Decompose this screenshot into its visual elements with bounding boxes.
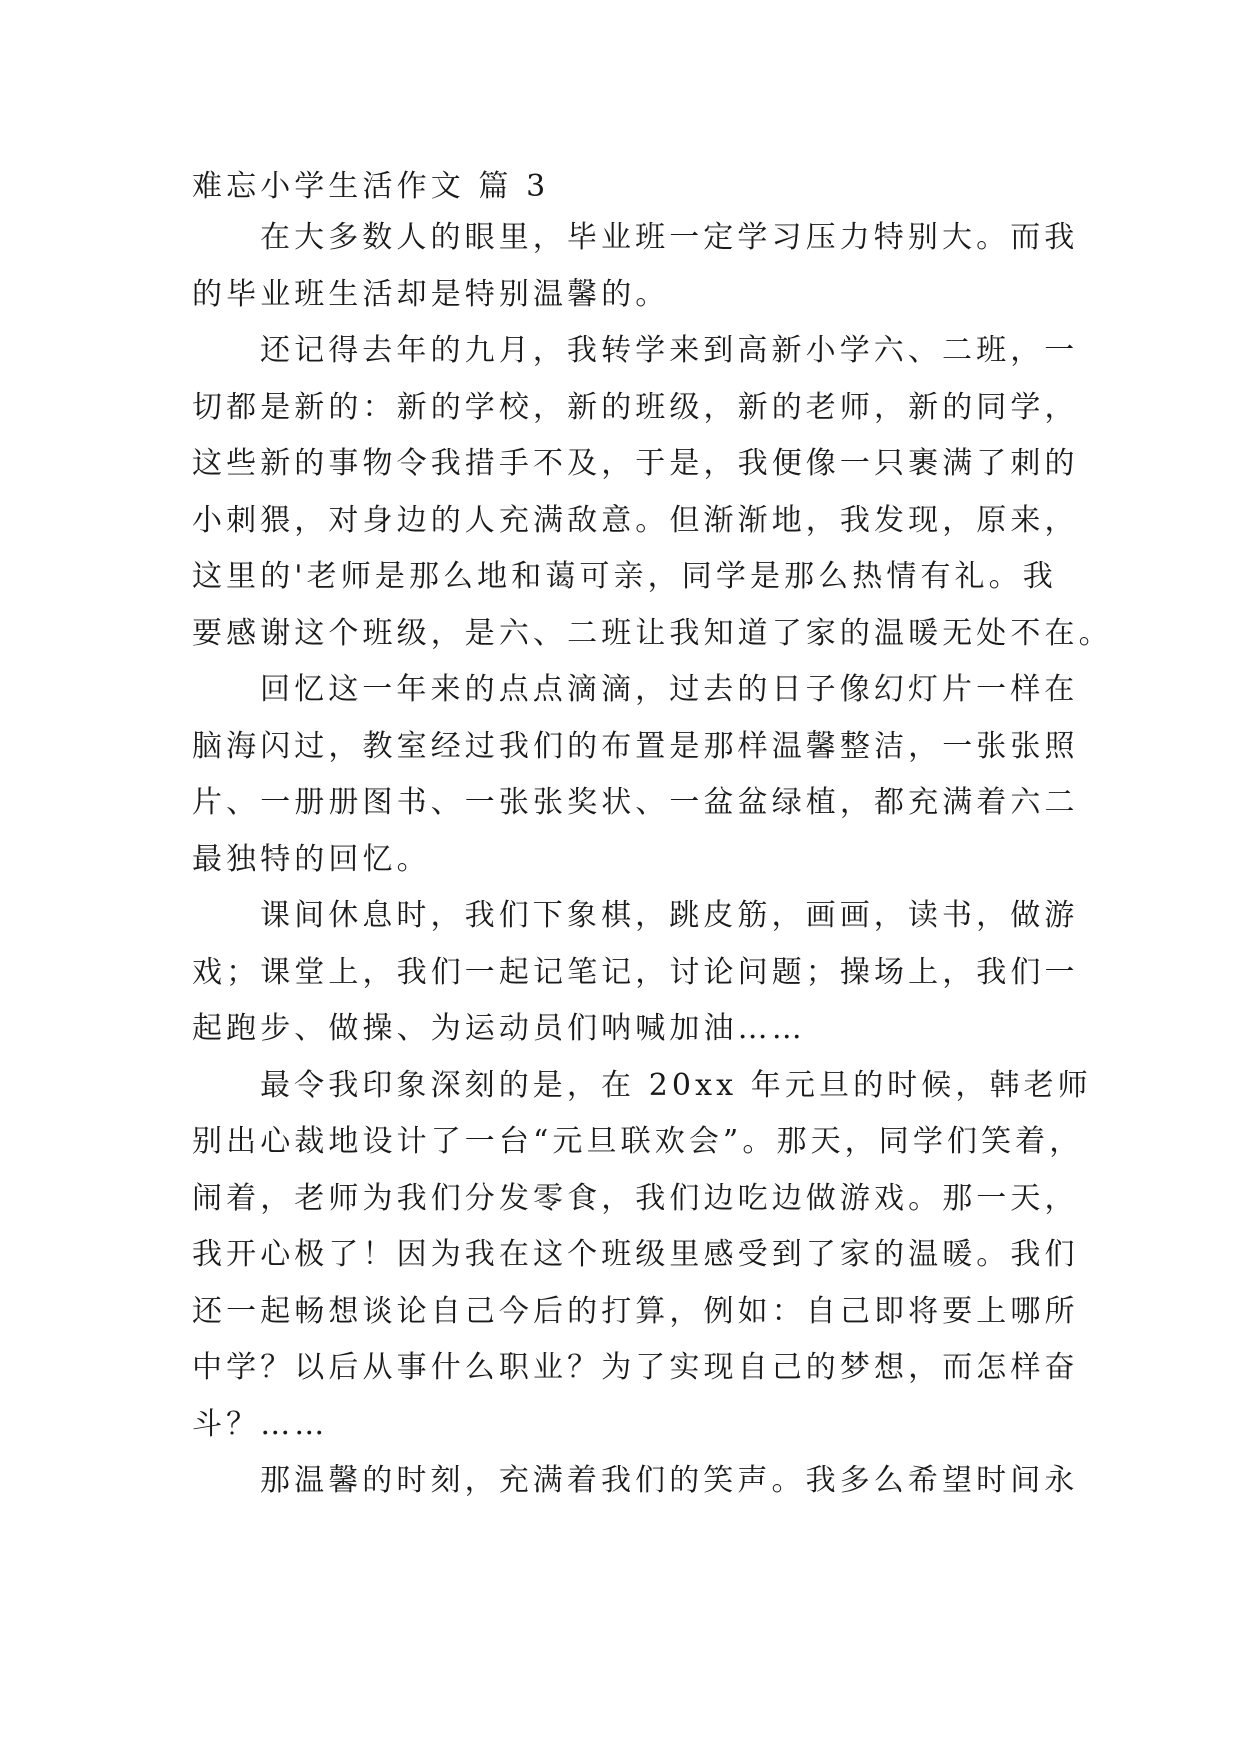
paragraph-line: 脑海闪过，教室经过我们的布置是那样温馨整洁，一张张照 [192,728,1079,764]
paragraph-line: 在大多数人的眼里，毕业班一定学习压力特别大。而我 [260,220,1079,255]
essay-body [192,163,1113,1510]
paragraph-line: 还一起畅想谈论自己今后的打算，例如：自己即将要上哪所 [192,1293,1079,1329]
paragraph-line: 这里的'老师是那么地和蔼可亲，同学是那么热情有礼。我 [192,559,1057,594]
paragraph-line: 闹着，老师为我们分发零食，我们边吃边做游戏。那一天， [192,1180,1079,1216]
paragraph-line: 课间休息时，我们下象棋，跳皮筋，画画，读书，做游 [260,898,1079,933]
paragraph-line: 这些新的事物令我措手不及，于是，我便像一只裹满了刺的 [192,446,1079,481]
paragraph-line: 斗？…… [192,1406,329,1442]
paragraph-line: 还记得去年的九月，我转学来到高新小学六、二班，一 [260,333,1079,368]
paragraph-line: 切都是新的：新的学校，新的班级，新的老师，新的同学， [192,389,1079,425]
paragraph [192,1453,1079,1510]
paragraph-line: 最独特的回忆。 [192,841,431,877]
paragraph [192,662,1079,888]
paragraph-line: 起跑步、做操、为运动员们呐喊加油…… [192,1011,806,1046]
paragraph-line: 片、一册册图书、一张张奖状、一盆盆绿植，都充满着六二 [192,785,1079,820]
paragraph-line: 要感谢这个班级，是六、二班让我知道了家的温暖无处不在。 [192,615,1113,651]
paragraph-line: 小刺猥，对身边的人充满敌意。但渐渐地，我发现，原来， [192,502,1079,538]
paragraph-line: 最令我印象深刻的是，在 20xx 年元旦的时候，韩老师 [260,1067,1092,1103]
paragraph-line: 中学？以后从事什么职业？为了实现自己的梦想，而怎样奋 [192,1350,1079,1385]
paragraph [192,323,1113,662]
paragraph-line: 戏；课堂上，我们一起记笔记，讨论问题；操场上，我们一 [192,954,1079,990]
paragraph-line: 回忆这一年来的点点滴滴，过去的日子像幻灯片一样在 [260,672,1079,707]
paragraph-line: 那温馨的时刻，充满着我们的笑声。我多么希望时间永 [260,1463,1079,1498]
paragraph-list [192,210,1113,1510]
paragraph-line: 我开心极了！因为我在这个班级里感受到了家的温暖。我们 [192,1237,1079,1272]
paragraph-line: 别出心裁地设计了一台“元旦联欢会”。那天，同学们笑着， [192,1124,1084,1159]
essay-title: 难忘小学生活作文 篇 3 [192,169,550,204]
paragraph [192,1058,1092,1454]
paragraph [192,210,1079,323]
paragraph [192,888,1079,1058]
paragraph-line: 的毕业班生活却是特别温馨的。 [192,276,670,312]
